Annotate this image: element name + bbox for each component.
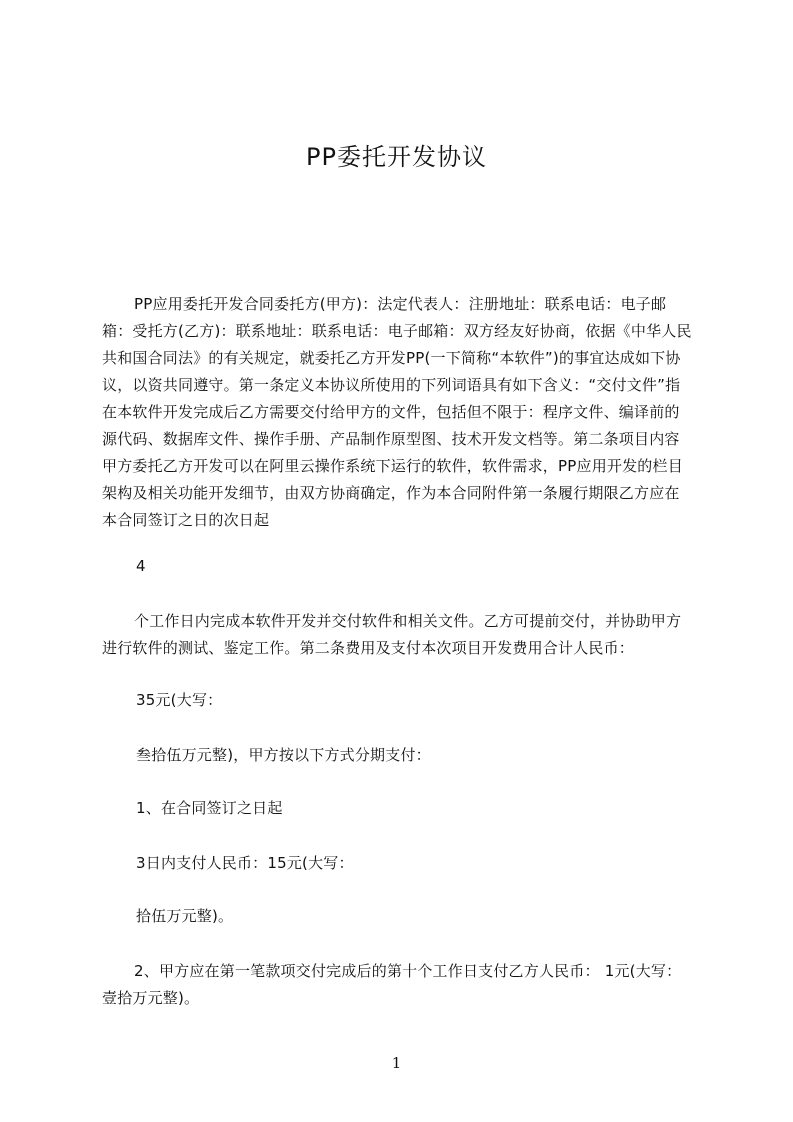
delivery-days-number: 4 xyxy=(136,557,146,575)
first-payment-condition-line: 1、在合同签订之日起 xyxy=(136,799,283,817)
second-payment-paragraph: 2、甲方应在第一笔款项交付完成后的第十个工作日支付乙方人民币： 1元(大写：壹拾万元整)。 xyxy=(102,962,682,1007)
delivery-and-fee-paragraph: 个工作日内完成本软件开发并交付软件和相关文件。乙方可提前交付，并协助甲方进行软件的测试、鉴定工作。第二条费用及支付本次项目开发费用合计人民币： xyxy=(102,612,682,657)
fee-amount-line: 35元(大写： xyxy=(136,691,223,709)
first-payment-uppercase-line: 拾伍万元整)。 xyxy=(136,907,234,925)
first-payment-amount-line: 3日内支付人民币：15元(大写： xyxy=(136,854,354,872)
document-title: PP委托开发协议 xyxy=(306,143,487,171)
contract-intro-paragraph: PP应用委托开发合同委托方(甲方)：法定代表人：注册地址：联系电话：电子邮箱：受托方(乙方)：联系地址：联系电话：电子邮箱：双方经友好协商，依据《中华人民共和国合同法》的有关规定，就委托乙方开发PP(一下简称“本软件”)的事宜达成如下协议，以资共同遵守。第一条定义本协议所使用的下列词语具有如下含义：“交付文件”指在本软件开发完成后乙方需要交付给甲方的文件，包括但不限于：程序文件、编译前的源代码、数据库文件、操作手册、产品制作原型图、技术开发文档等。第二条项目内容甲方委托乙方开发可以在阿里云操作系统下运行的软件，软件需求，PP应用开发的栏目架构及相关功能开发细节，由双方协商确定，作为本合同附件第一条履行期限乙方应在本合同签订之日的次日起 xyxy=(102,295,692,529)
fee-uppercase-line: 叁拾伍万元整)，甲方按以下方式分期支付： xyxy=(136,746,431,764)
page-number: 1 xyxy=(391,1054,402,1072)
